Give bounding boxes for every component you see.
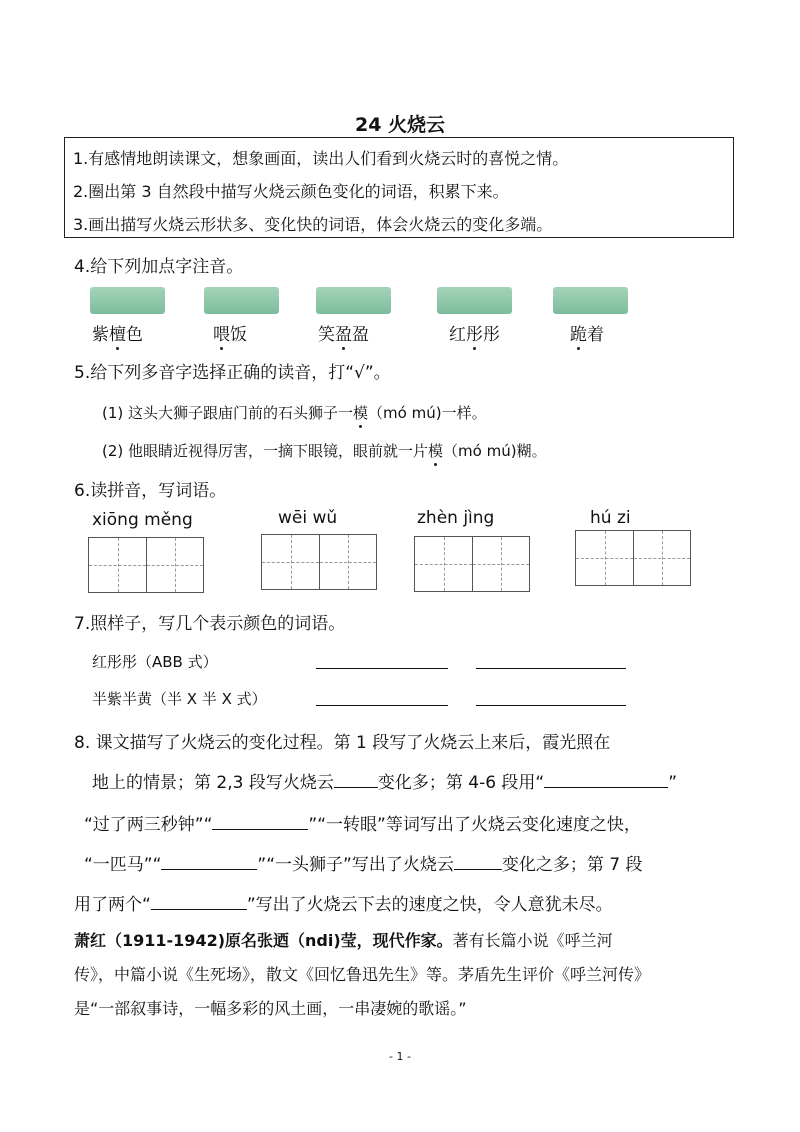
bio-author-intro: 萧红（1911-1942)原名张迺（ndi)莹，现代作家。 — [74, 931, 453, 950]
q8-line-5: 用了两个“ ”写出了火烧云下去的速度之快，令人意犹未尽。 — [74, 890, 613, 915]
pinyin-1: xiōng měng — [92, 510, 193, 530]
answer-line-banxban-1[interactable] — [316, 705, 448, 706]
answer-line-banxban-2[interactable] — [476, 705, 626, 706]
writing-grid-3[interactable] — [414, 536, 530, 592]
pinyin-answer-box-1[interactable] — [90, 287, 165, 314]
pinyin-answer-box-3[interactable] — [316, 287, 391, 314]
q8-blank-6[interactable] — [151, 891, 247, 910]
writing-grid-4[interactable] — [575, 530, 691, 586]
pinyin-answer-box-4[interactable] — [437, 287, 512, 314]
q7-heading: 7.照样子，写几个表示颜色的词语。 — [74, 614, 346, 634]
dotted-word-4: 红彤彤 — [449, 320, 500, 345]
q8-line-1: 8. 课文描写了火烧云的变化过程。第 1 段写了火烧云上来后，霞光照在 — [74, 733, 611, 753]
q8-line-4: “一匹马”“ ”“一头狮子”写出了火烧云 变化之多；第 7 段 — [84, 850, 642, 875]
pinyin-3: zhèn jìng — [417, 508, 495, 528]
dotted-word-5: 跪着 — [570, 320, 604, 345]
goal-2: 2.圈出第 3 自然段中描写火烧云颜色变化的词语，积累下来。 — [73, 182, 509, 201]
q8-blank-3[interactable] — [212, 811, 308, 830]
goal-1: 1.有感情地朗读课文，想象画面，读出人们看到火烧云时的喜悦之情。 — [73, 149, 569, 168]
goal-3: 3.画出描写火烧云形状多、变化快的词语，体会火烧云的变化多端。 — [73, 215, 553, 234]
dotted-word-1: 紫檀色 — [92, 320, 143, 345]
answer-line-abb-2[interactable] — [476, 668, 626, 669]
q6-heading: 6.读拼音，写词语。 — [74, 481, 227, 501]
answer-line-abb-1[interactable] — [316, 668, 448, 669]
q8-blank-5[interactable] — [454, 851, 502, 870]
bio-line-2: 传》，中篇小说《生死场》，散文《回忆鲁迅先生》等。茅盾先生评价《呼兰河传》 — [74, 965, 651, 984]
bio-line-3: 是“一部叙事诗，一幅多彩的风土画，一串凄婉的歌谣。” — [74, 999, 467, 1018]
pinyin-2: wēi wǔ — [278, 508, 338, 528]
pinyin-4: hú zi — [590, 508, 631, 528]
q8-blank-4[interactable] — [161, 851, 257, 870]
q4-heading: 4.给下列加点字注音。 — [74, 257, 244, 277]
q8-blank-1[interactable] — [334, 769, 378, 788]
q5-heading: 5.给下列多音字选择正确的读音，打“√”。 — [74, 363, 391, 383]
q5-sentence-2: (2) 他眼睛近视得厉害，一摘下眼镜，眼前就一片模（mó mú)糊。 — [102, 442, 547, 460]
bio-line-1: 萧红（1911-1942)原名张迺（ndi)莹，现代作家。著有长篇小说《呼兰河 — [74, 931, 613, 950]
page-number: - 1 - — [389, 1050, 411, 1063]
pinyin-answer-box-2[interactable] — [204, 287, 279, 314]
q7-example-banxban: 半紫半黄（半 X 半 X 式） — [92, 690, 267, 708]
writing-grid-1[interactable] — [88, 537, 204, 593]
q8-line-2: 地上的情景；第 2,3 段写火烧云 变化多；第 4-6 段用“ ” — [92, 768, 677, 793]
q7-example-abb: 红彤彤（ABB 式） — [92, 653, 218, 671]
q8-line-3: “过了两三秒钟”“ ”“一转眼”等词写出了火烧云变化速度之快， — [84, 810, 641, 835]
q8-blank-2[interactable] — [544, 769, 668, 788]
page-title: 24 火烧云 — [354, 114, 446, 136]
dotted-word-2: 喂饭 — [213, 320, 247, 345]
learning-goals-box — [64, 137, 734, 238]
pinyin-answer-box-5[interactable] — [553, 287, 628, 314]
writing-grid-2[interactable] — [261, 534, 377, 590]
q5-sentence-1: (1) 这头大狮子跟庙门前的石头狮子一模（mó mú)一样。 — [102, 404, 487, 422]
dotted-word-3: 笑盈盈 — [318, 320, 369, 345]
